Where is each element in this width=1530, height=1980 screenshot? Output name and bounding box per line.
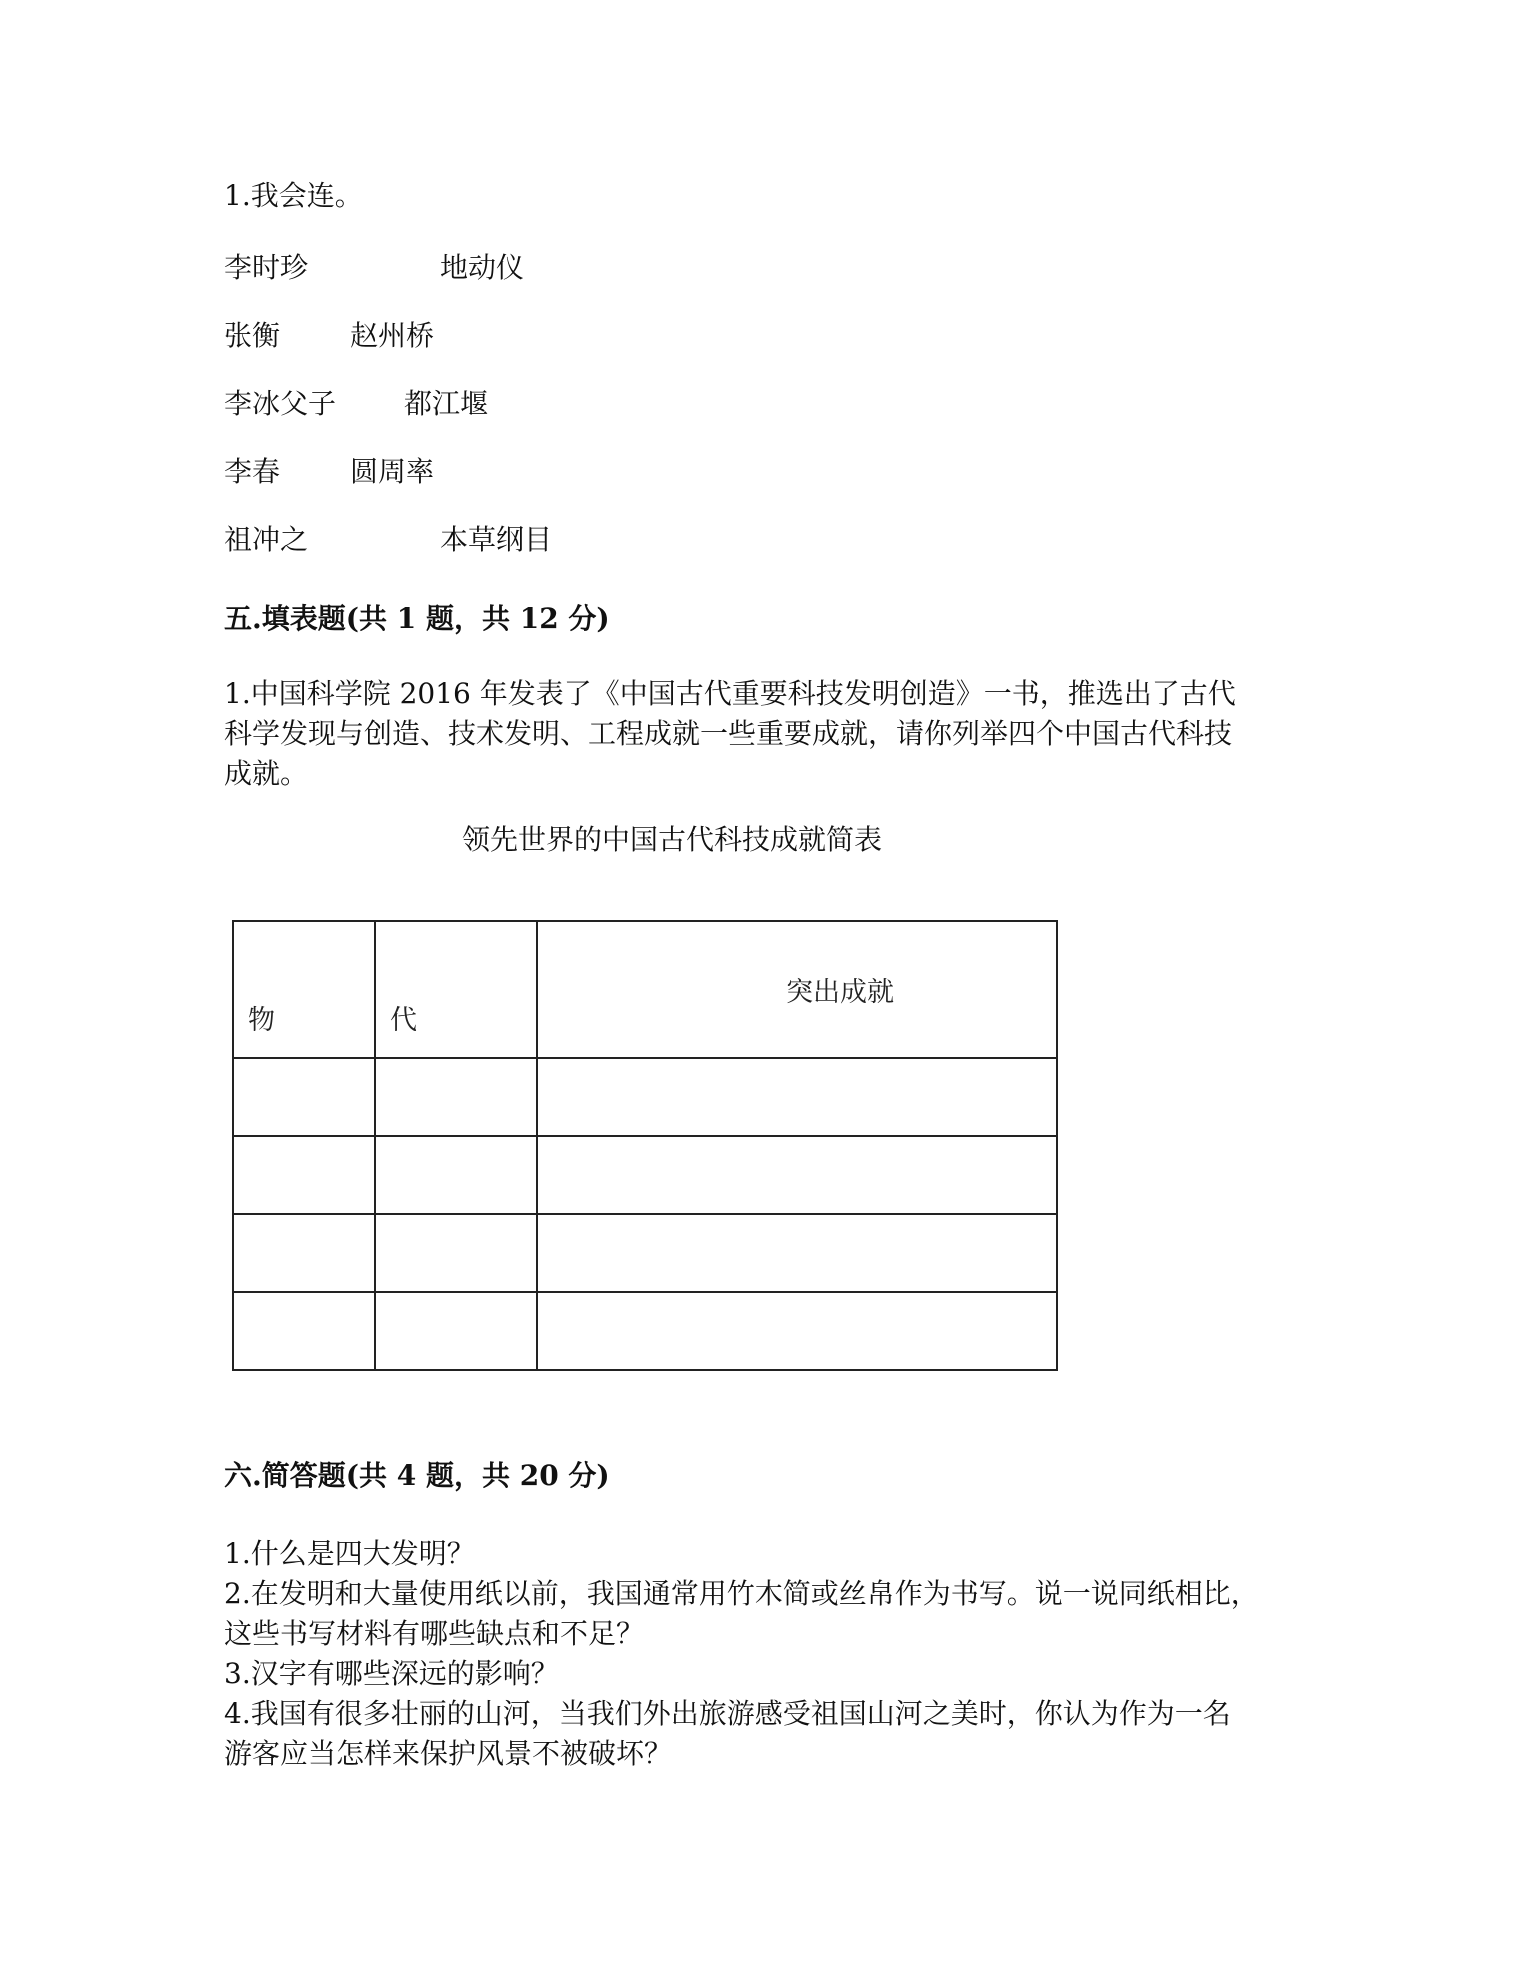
matching-right: 赵州桥 <box>350 319 435 352</box>
table-header-cell: 代 <box>390 1005 417 1036</box>
matching-row <box>224 318 435 354</box>
question-line: 1.什么是四大发明？ <box>224 1537 475 1570</box>
matching-row <box>224 250 525 286</box>
question-text <box>224 674 1314 794</box>
table-header-cell: 物 <box>248 1005 275 1036</box>
achievement-table <box>232 920 1058 1371</box>
matching-left: 李冰父子 <box>224 387 337 420</box>
table-row <box>234 1059 1056 1137</box>
question-title: 1.我会连。 <box>224 179 363 212</box>
matching-left: 李时珍 <box>224 251 309 284</box>
section-heading: 六.简答题(共 4 题，共 20 分) <box>224 1459 610 1492</box>
table-row <box>234 1215 1056 1293</box>
table-row <box>234 1137 1056 1215</box>
short-answer-questions <box>224 1534 1314 1774</box>
matching-left: 李春 <box>224 455 281 488</box>
table-caption: 领先世界的中国古代科技成就简表 <box>462 823 883 856</box>
question-line: 这些书写材料有哪些缺点和不足？ <box>224 1617 645 1650</box>
matching-right: 圆周率 <box>350 455 435 488</box>
table-row <box>234 1293 1056 1371</box>
question-line: 4.我国有很多壮丽的山河，当我们外出旅游感受祖国山河之美时，你认为作为一名 <box>224 1697 1231 1730</box>
question-line: 2.在发明和大量使用纸以前，我国通常用竹木简或丝帛作为书写。说一说同纸相比， <box>224 1577 1259 1610</box>
question-line: 游客应当怎样来保护风景不被破坏？ <box>224 1737 673 1770</box>
question-line: 科学发现与创造、技术发明、工程成就一些重要成就，请你列举四个中国古代科技 <box>224 717 1233 750</box>
table-column-divider <box>536 922 538 1369</box>
matching-row <box>224 522 553 558</box>
matching-right: 都江堰 <box>404 387 489 420</box>
table-column-divider <box>374 922 376 1369</box>
table-header-cell: 突出成就 <box>786 977 894 1008</box>
table-header-row <box>234 922 1056 1059</box>
section-heading: 五.填表题(共 1 题，共 12 分) <box>224 602 610 635</box>
question-line: 3.汉字有哪些深远的影响？ <box>224 1657 559 1690</box>
matching-left: 张衡 <box>224 319 281 352</box>
matching-row <box>224 454 435 490</box>
matching-row <box>224 386 489 422</box>
matching-left: 祖冲之 <box>224 523 309 556</box>
matching-right: 本草纲目 <box>440 523 553 556</box>
matching-right: 地动仪 <box>440 251 525 284</box>
question-line: 成就。 <box>224 757 309 790</box>
question-line: 1.中国科学院 2016 年发表了《中国古代重要科技发明创造》一书，推选出了古代 <box>224 677 1236 710</box>
